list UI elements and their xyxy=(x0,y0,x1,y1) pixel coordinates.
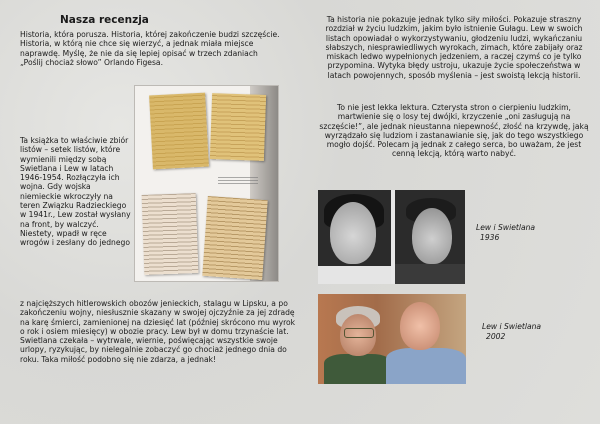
letter-sheet xyxy=(210,93,266,161)
left-column-paragraph: Ta książka to właściwie zbiór listów – setek listów, które wymienili między sobą Swietlana i Lew w latach 1946-1954. Rozłączyła ich wojna. Gdy wojska niemieckie wkroczyły na teren Związku Radzieckiego w 1941r., Lew został wysłany na front, by walczyć. Niestety, wpadł w ręce wrogów i zesłany do jednego xyxy=(20,136,131,248)
glasses-shape xyxy=(344,328,374,338)
clothing-shape xyxy=(395,264,465,284)
clothing-shape xyxy=(324,354,392,384)
right-paragraph-2: To nie jest lekka lektura. Czterysta stron o cierpieniu ludzkim, martwienie się o losy tej dwójki, krzyczenie „oni zasługują na szczęście!”, ale jednak nieustanna niepewność, złość na krzywdę, jaką wyrządzało się ludziom i zastanawianie się, jak do tego wszystkiego mogło dojść. Polecam ją jednak z całego serca, bo uważam, że jest cenną lekcją, którą warto nabyć. xyxy=(319,103,589,159)
portrait-photo-1936 xyxy=(318,190,465,284)
letter-sheet xyxy=(149,93,209,170)
face-lew xyxy=(400,302,440,350)
letter-sheet xyxy=(142,193,199,275)
intro-paragraph: Historia, która porusza. Historia, której zakończenie budzi szczęście. Historia, w którą nie chce się wierzyć, a jednak miała miejsce naprawdę. Myślę, że nie da się lepiej opisać w trzech zdaniach „Poślij chociaż słowo” Orlando Figesa. xyxy=(20,30,280,67)
letters-photo-caption-lines xyxy=(218,176,258,184)
right-paragraph-1: Ta historia nie pokazuje jednak tylko siły miłości. Pokazuje straszny rozdział w życiu ludzkim, jakim było istnienie Gułagu. Lew w swoich listach opowiadał o wykorzystywaniu, głodzeniu ludzi, wykańczaniu słabszych, niesprawiedliwych wyrokach, zimach, które zabijały oraz miskach ledwo wypełnionych jedzeniem, a raczej czymś co je tylko przypomina. Wytyka błędy ustroju, ukazuje życie społeczeństwa w latach powojennych, sposób myślenia – jest swoistą lekcją historii. xyxy=(325,15,583,80)
portrait-photo-2002 xyxy=(318,294,466,384)
face-svetlana xyxy=(330,202,376,264)
caption-2002-year: 2002 xyxy=(486,331,506,341)
clothing-shape xyxy=(318,266,391,284)
page-title: Nasza recenzja xyxy=(60,14,149,26)
caption-1936-names: Lew i Swietlana xyxy=(476,223,536,232)
caption-2002-names: Lew i Swietlana xyxy=(482,322,542,331)
letter-sheet xyxy=(202,196,267,280)
caption-2002 xyxy=(482,322,541,341)
letters-photo xyxy=(135,86,278,281)
bottom-paragraph: z najcięższych hitlerowskich obozów jenieckich, stalagu w Lipsku, a po zakończeniu wojny, niesłusznie skazany w swojej ojczyźnie za jej zdradę na karę śmierci, zamienionej na dziesięć lat (później skrócono mu wyrok o rok i osiem miesięcy) w obozie pracy. Lew był w domu trzynaście lat. Swietlana czekała – wytrwale, wiernie, poświęcając wszystkie swoje urlopy, ryzykując, by nielegalnie zobaczyć go chociaż jednego dnia do roku. Taka miłość podobno się nie zdarza, a jednak! xyxy=(20,299,296,364)
caption-1936 xyxy=(476,223,535,242)
face-lew xyxy=(412,208,452,264)
caption-1936-year: 1936 xyxy=(480,232,500,242)
clothing-shape xyxy=(386,348,466,384)
